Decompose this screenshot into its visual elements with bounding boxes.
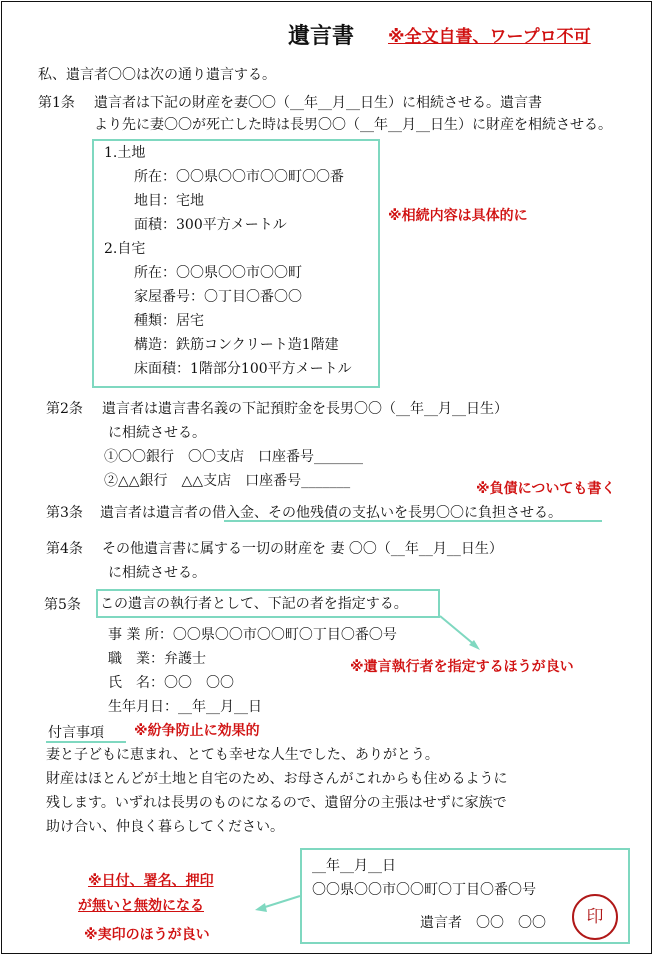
specific-content-note: ※相続内容は具体的に [388,208,528,224]
supplement-line2: 財産はほとんどが土地と自宅のため、お母さんがこれからも住めるように [46,771,508,787]
supplement-line4: 助け合い、仲良く暮らしてください。 [46,819,284,835]
land-heading: 1.土地 [104,145,146,161]
signature-name: 遺言者 〇〇 〇〇 [420,915,546,931]
executor-note: ※遺言執行者を指定するほうが良い [350,659,574,675]
land-category: 地目：宅地 [134,193,204,209]
supplement-label: 付言事項 [48,725,104,741]
supplement-line3: 残します。いずれは長男のものになるので、遺留分の主張はせずに家族で [46,795,507,811]
house-kind: 種類：居宅 [134,313,204,329]
supplement-underline [46,741,126,743]
sign-note-line3: ※実印のほうが良い [84,927,210,943]
article-2-line2: に相続させる。 [108,425,206,441]
seal-stamp: 印 [572,894,618,940]
article-3-label: 第3条 [46,505,83,521]
article-2-line1: 遺言者は遺言書名義の下記預貯金を長男〇〇（__年__月__日生） [102,401,508,417]
executor-arrow [438,614,484,654]
signature-date: __年__月__日 [312,858,396,874]
article-4-line2: に相続させる。 [108,565,206,581]
debt-underline [224,520,602,522]
intro-text: 私、遺言者〇〇は次の通り遺言する。 [38,67,276,83]
article-5-label: 第5条 [44,597,81,613]
bank-account-2: ②△△銀行 △△支店 口座番号_______ [104,473,351,489]
article-2-label: 第2条 [46,401,83,417]
sign-note-line1: ※日付、署名、押印 [88,873,214,889]
supplement-line1: 妻と子どもに恵まれ、とても幸せな人生でした、ありがとう。 [46,747,439,763]
article-4-line1: その他遺言書に属する一切の財産を 妻 〇〇（__年__月__日生） [102,541,503,557]
executor-address: 事 業 所：〇〇県〇〇市〇〇町〇丁目〇番〇号 [108,627,397,643]
land-area: 面積：300平方メートル [134,217,287,233]
executor-job: 職 業：弁護士 [108,651,206,667]
title-note: ※全文自書、ワープロ不可 [388,27,591,47]
house-location: 所在：〇〇県〇〇市〇〇町 [134,265,302,281]
article-1-line1: 遺言者は下記の財産を妻〇〇（__年__月__日生）に相続させる。遺言書 [94,95,542,111]
house-structure: 構造：鉄筋コンクリート造1階建 [134,337,339,353]
article-1-label: 第1条 [38,95,75,111]
house-number: 家屋番号：〇丁目〇番〇〇 [134,289,302,305]
supplement-note: ※紛争防止に効果的 [134,723,260,739]
executor-birth: 生年月日：__年__月__日 [108,699,262,715]
article-5-text: この遺言の執行者として、下記の者を指定する。 [100,596,408,612]
sign-note-line2: が無いと無効になる [78,898,204,914]
article-4-label: 第4条 [46,541,83,557]
house-floor-area: 床面積：1階部分100平方メートル [134,361,352,377]
bank-account-1: ①〇〇銀行 〇〇支店 口座番号_______ [104,449,363,465]
signature-address: 〇〇県〇〇市〇〇町〇丁目〇番〇号 [312,882,536,898]
house-heading: 2.自宅 [104,241,146,257]
executor-name: 氏 名：〇〇 〇〇 [108,675,234,691]
document-title: 遺言書 [288,23,355,49]
article-3-text: 遺言者は遺言者の借入金、その他残債の支払いを長男〇〇に負担させる。 [100,505,562,521]
debt-note: ※負債についても書く [476,481,616,497]
article-1-line2: より先に妻〇〇が死亡した時は長男〇〇（__年__月__日生）に財産を相続させる。 [94,117,612,133]
land-location: 所在：〇〇県〇〇市〇〇町〇〇番 [134,169,344,185]
signature-arrow [252,892,302,914]
